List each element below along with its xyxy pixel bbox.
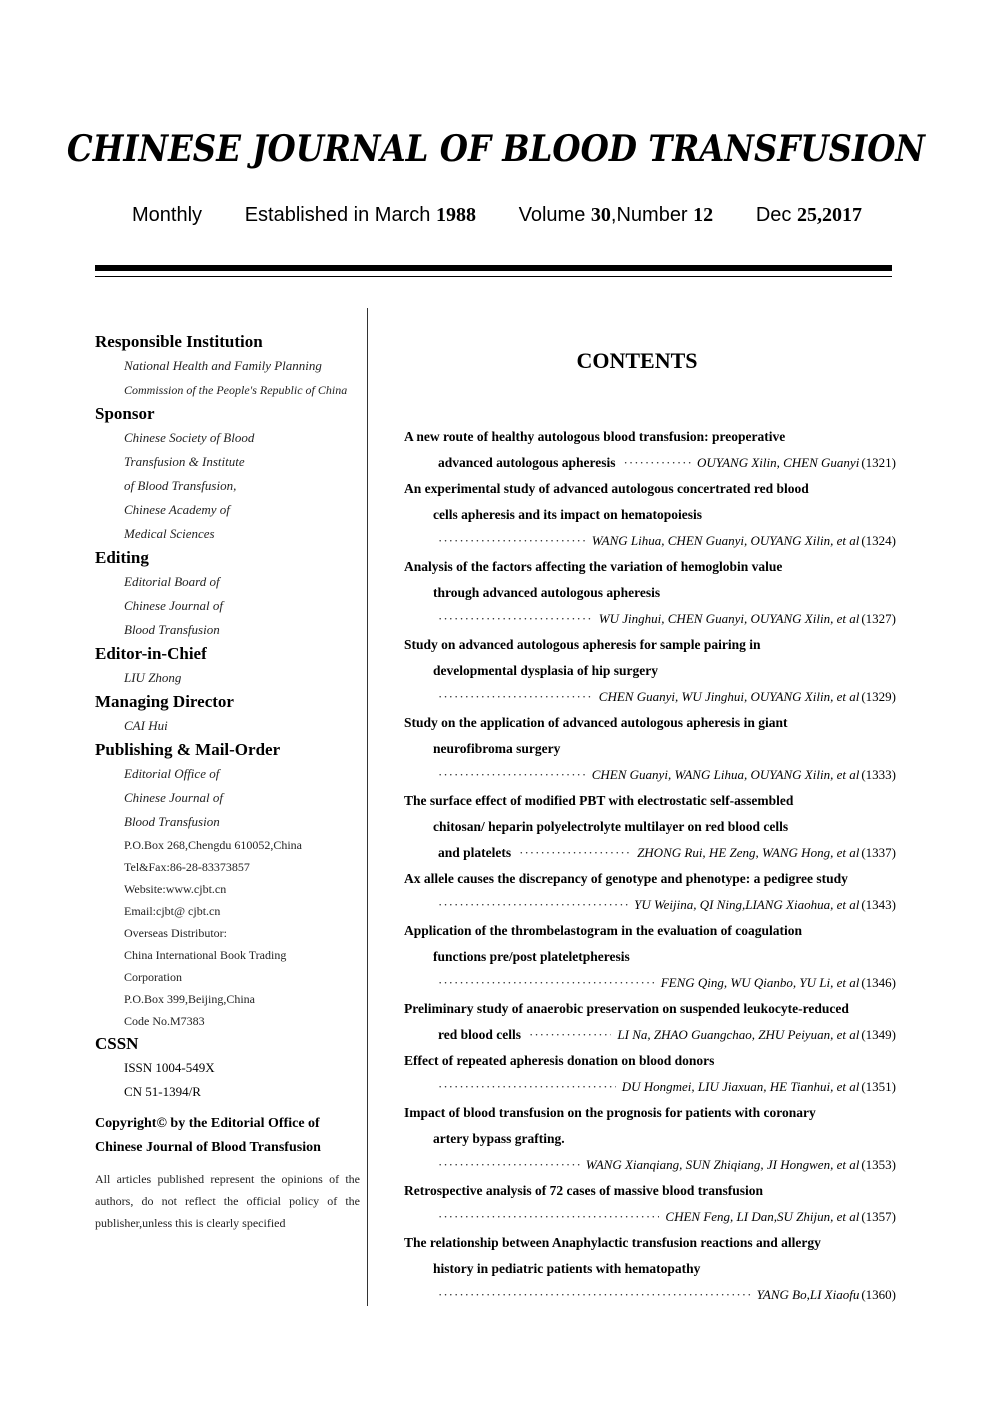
table-of-contents <box>404 424 896 1308</box>
article-authors: FENG Qing, WU Qianbo, YU Li, et al <box>660 975 860 990</box>
article-title-line: history in pediatric patients with hematopathy <box>433 1261 701 1276</box>
header-rule-thin <box>95 276 892 277</box>
article-authors: OUYANG Xilin, CHEN Guanyi <box>697 455 860 470</box>
article-byline <box>404 892 896 918</box>
masthead-line: LIU Zhong <box>124 670 182 685</box>
toc-entry[interactable] <box>404 632 896 710</box>
masthead-line: Chinese Journal of <box>124 598 223 613</box>
masthead-line: Email:cjbt@ cjbt.cn <box>124 904 221 918</box>
toc-entry[interactable] <box>404 866 896 918</box>
contents-heading: CONTENTS <box>576 348 698 373</box>
masthead-line: Overseas Distributor: <box>124 926 227 940</box>
article-title-line: Ax allele causes the discrepancy of genotype and phenotype: a pedigree study <box>404 871 848 886</box>
masthead-line: CAI Hui <box>124 718 168 733</box>
masthead-line: Tel&Fax:86-28-83373857 <box>124 860 250 874</box>
masthead-line: ISSN 1004-549X <box>124 1060 215 1075</box>
masthead-line: Blood Transfusion <box>124 814 220 829</box>
masthead-line: P.O.Box 399,Beijing,China <box>124 992 256 1006</box>
issue-info <box>132 204 862 227</box>
dot-leader <box>519 840 631 866</box>
article-page: (1346) <box>861 975 896 990</box>
toc-entry[interactable] <box>404 788 896 866</box>
issue-date: Dec 25,2017 <box>755 204 862 226</box>
section-heading: CSSN <box>95 1034 139 1053</box>
article-page: (1327) <box>861 611 896 626</box>
dot-leader <box>624 450 691 476</box>
header-rule-thick <box>95 265 892 271</box>
article-page: (1333) <box>861 767 896 782</box>
article-byline <box>404 1074 896 1100</box>
established: Established in March 1988 <box>244 204 476 226</box>
toc-entry[interactable] <box>404 424 896 476</box>
toc-entry[interactable] <box>404 918 896 996</box>
article-authors: LI Na, ZHAO Guangchao, ZHU Peiyuan, et al <box>617 1027 860 1042</box>
article-page: (1343) <box>861 897 896 912</box>
article-title-line: Application of the thrombelastogram in the evaluation of coagulation <box>404 923 802 938</box>
article-authors: YU Weijina, QI Ning,LIANG Xiaohua, et al <box>634 897 860 912</box>
section-heading: Sponsor <box>95 404 155 423</box>
masthead-line: Editorial Office of <box>124 766 220 781</box>
article-title-line: cells apheresis and its impact on hematopoiesis <box>433 507 703 522</box>
dot-leader <box>438 684 593 710</box>
article-title-line: Study on the application of advanced autologous apheresis in giant <box>404 715 788 730</box>
article-page: (1329) <box>861 689 896 704</box>
volume-number: Volume 30,Number 12 <box>518 204 714 226</box>
article-title-end: advanced autologous apheresis <box>438 455 616 470</box>
article-page: (1357) <box>861 1209 896 1224</box>
article-authors: DU Hongmei, LIU Jiaxuan, HE Tianhui, et al <box>621 1079 860 1094</box>
column-divider <box>367 308 368 1306</box>
article-authors: WU Jinghui, CHEN Guanyi, OUYANG Xilin, et al <box>598 611 860 626</box>
article-authors: YANG Bo,LI Xiaofu <box>756 1287 860 1302</box>
disclaimer: All articles published represent the opinions of the authors, do not reflect the official policy of the publisher,unless this is clearly specified <box>95 1172 360 1230</box>
article-authors: ZHONG Rui, HE Zeng, WANG Hong, et al <box>637 845 860 860</box>
article-title-line: Effect of repeated apheresis donation on blood donors <box>404 1053 715 1068</box>
section-heading: Managing Director <box>95 692 234 711</box>
dot-leader <box>438 528 586 554</box>
article-title-line: An experimental study of advanced autologous concertrated red blood <box>404 481 809 496</box>
article-page: (1351) <box>861 1079 896 1094</box>
masthead-line: Blood Transfusion <box>124 622 220 637</box>
masthead-line: National Health and Family Planning <box>124 358 322 373</box>
masthead-line: Chinese Society of Blood <box>124 430 255 445</box>
article-title-line: Study on advanced autologous apheresis for sample pairing in <box>404 637 761 652</box>
masthead-line: Code No.M7383 <box>124 1014 205 1028</box>
article-title-line: Preliminary study of anaerobic preservation on suspended leukocyte-reduced <box>404 1001 849 1016</box>
article-title-line: functions pre/post plateletpheresis <box>433 949 630 964</box>
masthead-line: Chinese Journal of <box>124 790 223 805</box>
masthead-line: Corporation <box>124 970 182 984</box>
dot-leader <box>438 1152 580 1178</box>
article-authors: WANG Lihua, CHEN Guanyi, OUYANG Xilin, et al <box>591 533 860 548</box>
dot-leader <box>438 762 586 788</box>
article-authors: CHEN Feng, LI Dan,SU Zhijun, et al <box>665 1209 860 1224</box>
article-byline <box>404 1282 896 1308</box>
toc-entry[interactable] <box>404 996 896 1048</box>
article-title-line: artery bypass grafting. <box>433 1131 565 1146</box>
masthead-line: Commission of the People's Republic of China <box>124 383 348 397</box>
section-heading: Editor-in-Chief <box>95 644 207 663</box>
article-title-line: The surface effect of modified PBT with electrostatic self-assembled <box>404 793 794 808</box>
article-title-end: red blood cells <box>438 1027 522 1042</box>
article-page: (1360) <box>861 1287 896 1302</box>
masthead-line: Chinese Academy of <box>124 502 230 517</box>
dot-leader <box>438 970 655 996</box>
article-byline <box>404 840 896 866</box>
masthead-line: CN 51-1394/R <box>124 1084 201 1099</box>
section-heading: Editing <box>95 548 149 567</box>
article-byline <box>404 528 896 554</box>
article-title-line: through advanced autologous apheresis <box>433 585 661 600</box>
masthead-line: Website:www.cjbt.cn <box>124 882 227 896</box>
toc-entry[interactable] <box>404 476 896 554</box>
article-title-line: Impact of blood transfusion on the prognosis for patients with coronary <box>404 1105 816 1120</box>
toc-entry[interactable] <box>404 1048 896 1100</box>
dot-leader <box>438 1074 616 1100</box>
article-byline <box>404 762 896 788</box>
dot-leader <box>438 892 628 918</box>
toc-entry[interactable] <box>404 710 896 788</box>
article-title-line: Analysis of the factors affecting the variation of hemoglobin value <box>404 559 783 574</box>
article-title-line: Retrospective analysis of 72 cases of massive blood transfusion <box>404 1183 763 1198</box>
article-byline <box>404 450 896 476</box>
masthead-line: Editorial Board of <box>124 574 220 589</box>
masthead-line: of Blood Transfusion, <box>124 478 237 493</box>
toc-entry[interactable] <box>404 554 896 632</box>
article-title-line: The relationship between Anaphylactic transfusion reactions and allergy <box>404 1235 821 1250</box>
article-title-line: neurofibroma surgery <box>433 741 561 756</box>
section-heading: Responsible Institution <box>95 332 263 351</box>
article-byline <box>404 1022 896 1048</box>
article-byline <box>404 970 896 996</box>
article-page: (1349) <box>861 1027 896 1042</box>
toc-entry[interactable] <box>404 1100 896 1178</box>
dot-leader <box>529 1022 611 1048</box>
article-page: (1321) <box>861 455 896 470</box>
article-byline <box>404 606 896 632</box>
article-page: (1324) <box>861 533 896 548</box>
masthead-line: P.O.Box 268,Chengdu 610052,China <box>124 838 303 852</box>
dot-leader <box>438 606 593 632</box>
section-heading: Publishing & Mail-Order <box>95 740 281 759</box>
toc-entry[interactable] <box>404 1230 896 1308</box>
article-byline <box>404 684 896 710</box>
article-page: (1353) <box>861 1157 896 1172</box>
frequency: Monthly <box>132 204 203 226</box>
journal-title: CHINESE JOURNAL OF BLOOD TRANSFUSION <box>66 128 926 170</box>
masthead-line: China International Book Trading <box>124 948 287 962</box>
article-authors: CHEN Guanyi, WU Jinghui, OUYANG Xilin, et al <box>598 689 860 704</box>
article-title-line: developmental dysplasia of hip surgery <box>433 663 659 678</box>
article-authors: CHEN Guanyi, WANG Lihua, OUYANG Xilin, et al <box>591 767 860 782</box>
dot-leader <box>438 1282 751 1308</box>
masthead-line: Medical Sciences <box>124 526 215 541</box>
article-title-line: chitosan/ heparin polyelectrolyte multilayer on red blood cells <box>433 819 789 834</box>
article-page: (1337) <box>861 845 896 860</box>
masthead-line: Transfusion & Institute <box>124 454 245 469</box>
masthead <box>95 330 360 1234</box>
toc-entry[interactable] <box>404 1178 896 1230</box>
dot-leader <box>438 1204 659 1230</box>
article-authors: WANG Xianqiang, SUN Zhiqiang, JI Hongwen, et al <box>585 1157 860 1172</box>
article-title-line: A new route of healthy autologous blood transfusion: preoperative <box>404 429 786 444</box>
copyright-notice: Copyright© by the Editorial Office of Chinese Journal of Blood Transfusion <box>95 1116 321 1155</box>
article-byline <box>404 1152 896 1178</box>
article-title-end: and platelets <box>438 845 512 860</box>
article-byline <box>404 1204 896 1230</box>
